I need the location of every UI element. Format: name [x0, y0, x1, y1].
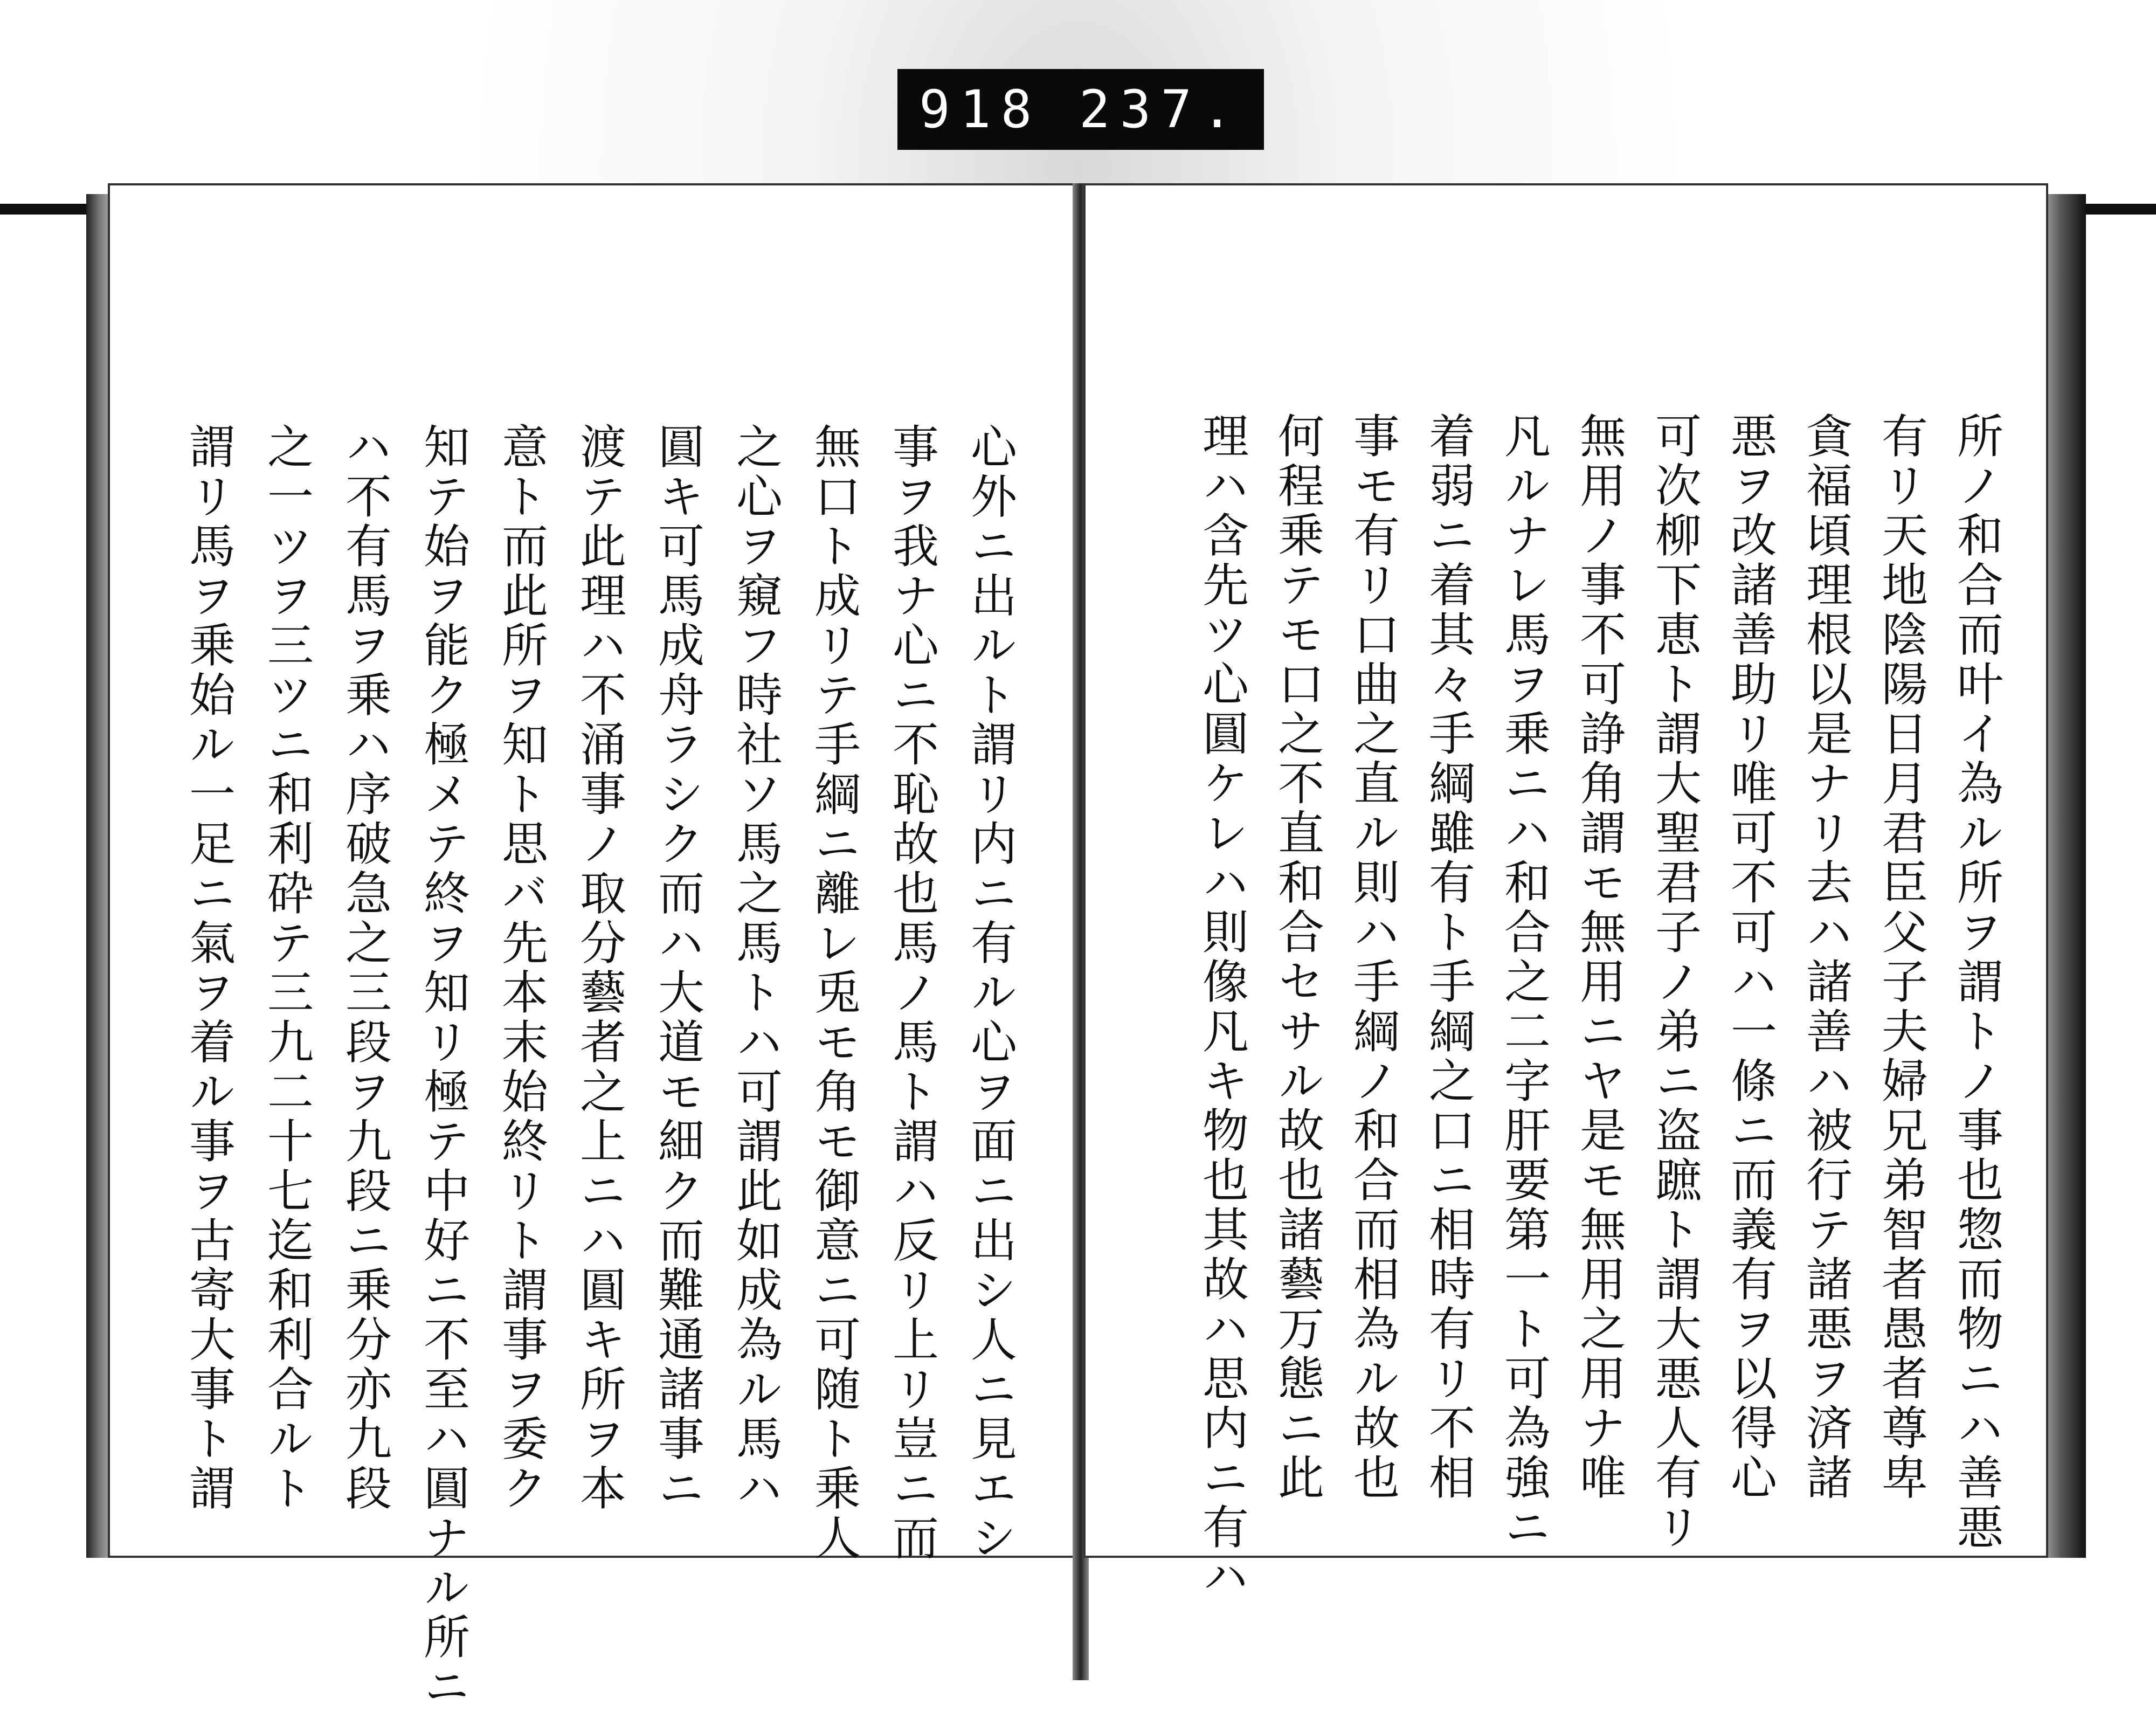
right-column-8: 着弱ニ着其々手綱雖有ト手綱之口ニ相時有リ不相	[1421, 412, 1475, 1503]
left-page	[108, 183, 1083, 1712]
left-column-5: 圓キ可馬成舟ラシク而ハ大道モ細ク而難通諸事ニ	[650, 423, 704, 1514]
left-column-11: 謂リ馬ヲ乗始ル一足ニ氣ヲ着ル事ヲ古寄大事ト謂	[181, 423, 235, 1514]
right-page	[1083, 183, 2048, 1602]
right-column-4: 悪ヲ改諸善助リ唯可不可ハ一條ニ而義有ヲ以得心	[1723, 412, 1777, 1503]
archive-number-right: 237.	[1079, 79, 1242, 140]
right-column-11: 理ハ含先ツ心圓ケレハ則像凡キ物也其故ハ思内ニ有ハ	[1194, 412, 1248, 1602]
archive-number-left: 918	[919, 79, 1042, 140]
right-column-1: 所ノ和合而叶イ為ル所ヲ謂トノ事也惣而物ニハ善悪	[1949, 412, 2003, 1552]
left-column-6: 渡テ此理ハ不涌事ノ取分藝者之上ニハ圓キ所ヲ本	[572, 423, 626, 1514]
right-column-9: 事モ有リ口曲之直ル則ハ手綱ノ和合而相為ル故也	[1345, 412, 1399, 1503]
left-column-1: 心外ニ出ルト謂リ内ニ有ル心ヲ面ニ出シ人ニ見エシ	[963, 423, 1017, 1563]
left-column-8: 知テ始ヲ能ク極メテ終ヲ知リ極テ中好ニ不至ハ圓ナル所ニ	[416, 423, 469, 1712]
left-column-10: 之一ツヲ三ツニ和利砕テ三九二十七迄和利合ルト	[259, 423, 313, 1514]
right-column-10: 何程乗テモ口之不直和合セサル故也諸藝万態ニ此	[1270, 412, 1324, 1503]
right-column-7: 凡ルナレ馬ヲ乗ニハ和合之二字肝要第一ト可為強ニ	[1496, 412, 1550, 1552]
left-column-4: 之心ヲ窺フ時社ソ馬之馬トハ可謂此如成為ル馬ハ	[728, 423, 782, 1514]
right-column-2: 有リ天地陰陽日月君臣父子夫婦兄弟智者愚者尊卑	[1874, 412, 1927, 1503]
archive-number-label	[897, 69, 1264, 150]
left-column-9: ハ不有馬ヲ乗ハ序破急之三段ヲ九段ニ乗分亦九段	[337, 423, 391, 1514]
left-column-3: 無口ト成リテ手綱ニ離レ兎モ角モ御意ニ可随ト乗人	[806, 423, 860, 1563]
left-column-2: 事ヲ我ナ心ニ不恥故也馬ノ馬ト謂ハ反リ上リ豈ニ而	[884, 423, 938, 1563]
right-column-3: 貪福頃理根以是ナリ去ハ諸善ハ被行テ諸悪ヲ済諸	[1798, 412, 1852, 1503]
left-column-7: 意ト而此所ヲ知ト思バ先本末始終リト謂事ヲ委ク	[494, 423, 548, 1514]
right-column-6: 無用ノ事不可諍角謂モ無用ニヤ是モ無用之用ナ唯	[1572, 412, 1626, 1503]
right-column-5: 可次柳下恵ト謂大聖君子ノ弟ニ盗蹠ト謂大悪人有リ	[1647, 412, 1701, 1552]
